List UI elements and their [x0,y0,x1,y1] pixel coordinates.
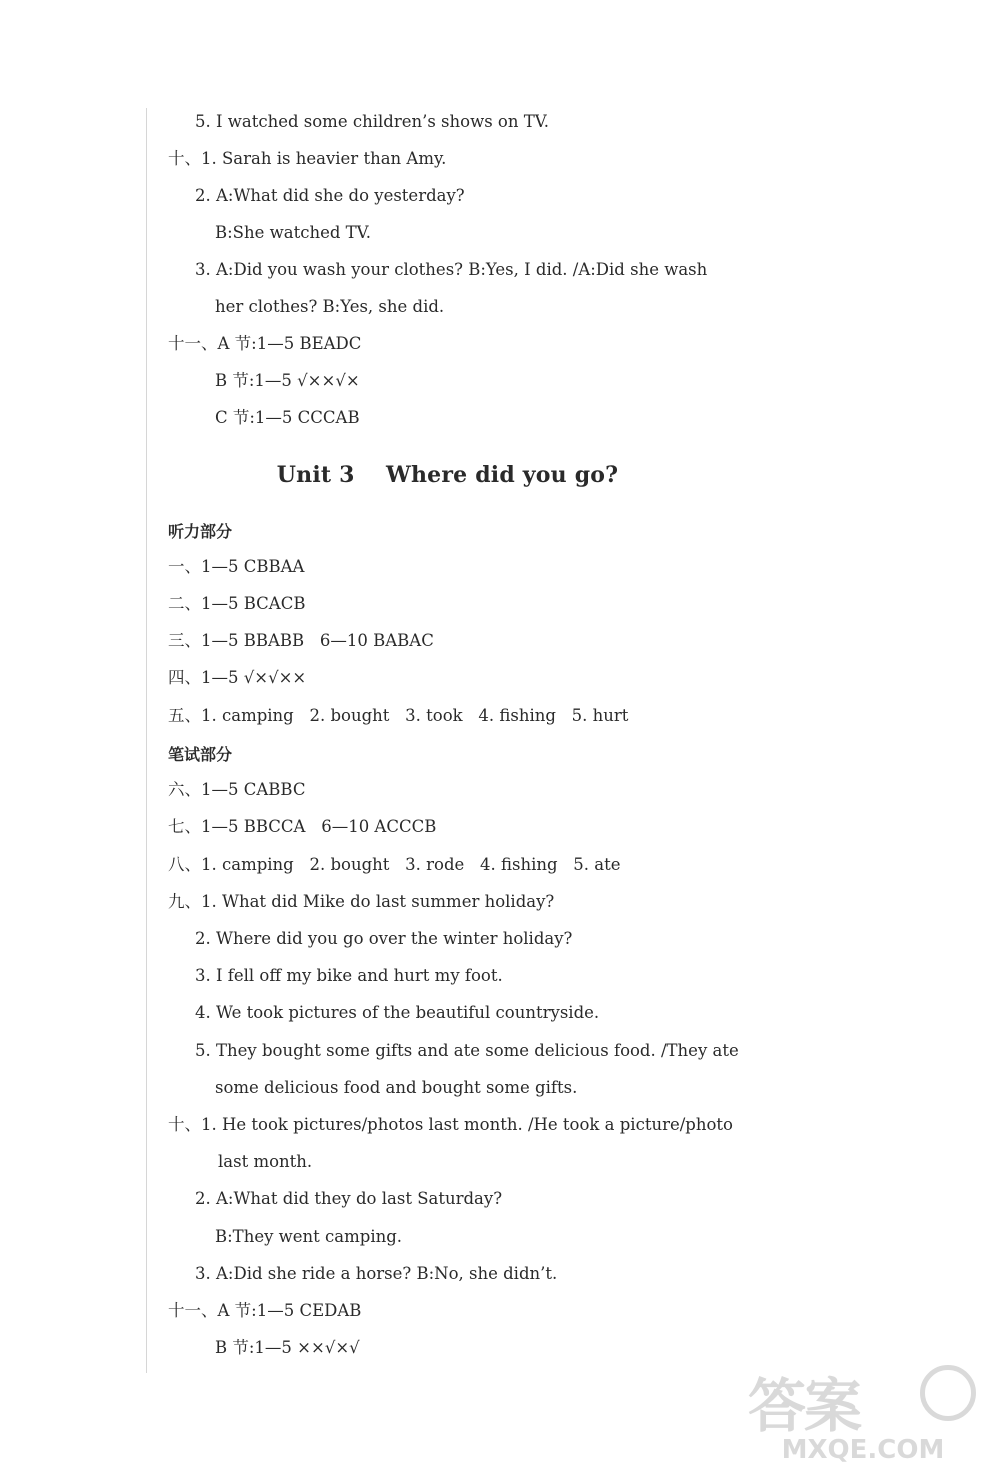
watermark-logo: 答案 [748,1372,861,1440]
answer-10-3: 3. A:Did she ride a horse? B:No, she didn’t. [195,1264,558,1283]
writing-section-title: 笔试部分 [168,745,233,764]
answer-9-2: 2. Where did you go over the winter holiday? [195,929,573,948]
prev-answer-10-3a: 3. A:Did you wash your clothes? B:Yes, I did. /A:Did she wash [195,260,708,279]
prev-answer-10-2a: 2. A:What did she do yesterday? [195,186,465,205]
answer-4: 四、1—5 √×√×× [168,668,307,687]
prev-answer-10-2b: B:She watched TV. [215,223,371,242]
answer-8: 八、1. camping 2. bought 3. rode 4. fishing 5. ate [168,855,621,874]
answer-5: 五、1. camping 2. bought 3. took 4. fishing 5. hurt [168,706,629,725]
answer-1: 一、1—5 CBBAA [168,557,305,576]
watermark-url: MXQE.COM [781,1435,945,1465]
answer-10-1b: last month. [218,1152,313,1171]
answer-10-1a: 十、1. He took pictures/photos last month. /He took a picture/photo [168,1115,733,1134]
answer-11-b: B 节:1—5 ××√×√ [215,1338,360,1357]
answer-10-2a: 2. A:What did they do last Saturday? [195,1189,503,1208]
answer-9-1: 九、1. What did Mike do last summer holiday? [168,892,555,911]
answer-10-2b: B:They went camping. [215,1227,403,1246]
answer-6: 六、1—5 CABBC [168,780,306,799]
answer-9-5b: some delicious food and bought some gifts. [215,1078,578,1097]
unit-title: Unit 3 Where did you go? [276,462,619,488]
listening-section-title: 听力部分 [168,522,233,541]
answer-3: 三、1—5 BBABB 6—10 BABAC [168,631,434,650]
answer-2: 二、1—5 BCACB [168,594,306,613]
answer-11-a: 十一、A 节:1—5 CEDAB [168,1301,362,1320]
watermark [738,1355,988,1465]
prev-answer-11-b: B 节:1—5 √××√× [215,371,360,390]
margin-line [146,108,147,1373]
answer-9-4: 4. We took pictures of the beautiful countryside. [195,1003,600,1022]
prev-answer-11-c: C 节:1—5 CCCAB [215,408,360,427]
watermark-seal-icon [920,1365,976,1421]
prev-answer-10-1: 十、1. Sarah is heavier than Amy. [168,149,447,168]
prev-answer-10-3b: her clothes? B:Yes, she did. [215,297,445,316]
answer-9-3: 3. I fell off my bike and hurt my foot. [195,966,503,985]
prev-answer-9-5: 5. I watched some children’s shows on TV. [195,112,550,131]
answer-9-5a: 5. They bought some gifts and ate some delicious food. /They ate [195,1041,739,1060]
prev-answer-11-a: 十一、A 节:1—5 BEADC [168,334,362,353]
answer-7: 七、1—5 BBCCA 6—10 ACCCB [168,817,437,836]
